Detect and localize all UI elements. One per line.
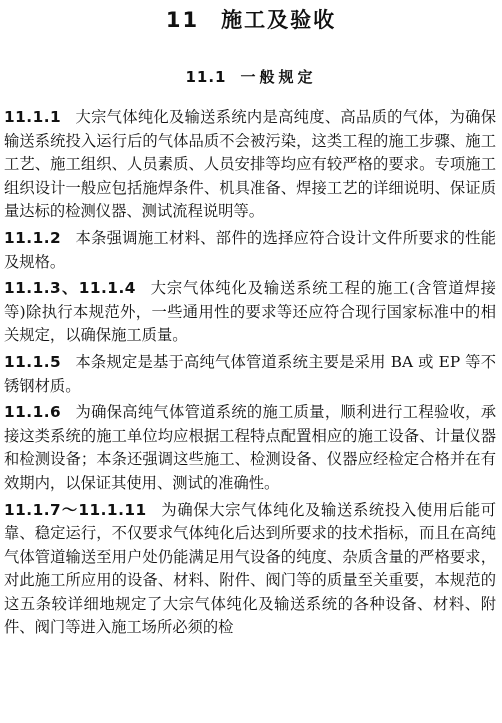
section-number: 11.1 — [185, 68, 227, 86]
paragraph-text: 本条强调施工材料、部件的选择应符合设计文件所要求的性能及规格。 — [4, 228, 496, 271]
paragraph-text: 为确保大宗气体纯化及输送系统投入使用后能可靠、稳定运行，不仅要求气体纯化后达到所要求的技术指标，而且在高纯气体管道输送至用户处仍能满足用气设备的纯度、杂质含量的严格要求，对此施工所应用的设备、材料、附件、阀门等的质量至关重要，本规范的这五条较详细地规定了大宗气体纯化及输送系统的各种设备、材料、附件、阀门等进入施工场所必须的检 — [4, 500, 496, 637]
chapter-number: 11 — [165, 8, 200, 32]
chapter-title: 施工及验收 — [221, 8, 337, 32]
paragraph-text: 大宗气体纯化及输送系统内是高纯度、高品质的气体，为确保输送系统投入运行后的气体品质不会被污染，这类工程的施工步骤、施工工艺、施工组织、人员素质、人员安排等均应有较严格的要求。专项施工组织设计一般应包括施焊条件、机具准备、焊接工艺的详细说明、保证质量达标的检测仪器、测试流程说明等。 — [4, 108, 496, 221]
paragraph — [4, 499, 496, 641]
paragraph-text: 本条规定是基于高纯气体管道系统主要是采用 BA 或 EP 等不锈钢材质。 — [4, 352, 496, 395]
paragraph-text: 为确保高纯气体管道系统的施工质量，顺利进行工程验收，承接这类系统的施工单位均应根据工程特点配置相应的施工设备、计量仪器和检测设备；本条还强调这些施工、检测设备、仪器应经检定合格并在有效期内，以保证其使用、测试的准确性。 — [4, 403, 496, 492]
section-title: 一般规定 — [240, 68, 317, 86]
clause-number: 11.1.7～11.1.11 — [4, 500, 147, 519]
clause-number: 11.1.3、11.1.4 — [4, 279, 136, 298]
paragraph-text: 大宗气体纯化及输送系统工程的施工(含管道焊接等)除执行本规范外，一些通用性的要求等还应符合现行国家标准中的相关规定，以确保施工质量。 — [4, 279, 496, 345]
clause-number: 11.1.5 — [4, 352, 62, 371]
clause-number: 11.1.2 — [4, 228, 62, 247]
clause-number: 11.1.6 — [4, 403, 62, 422]
section-heading — [0, 66, 502, 87]
paragraph — [4, 106, 496, 224]
clause-number: 11.1.1 — [4, 108, 62, 126]
chapter-heading — [0, 4, 502, 34]
paragraph — [4, 351, 496, 398]
paragraph — [4, 277, 496, 348]
paragraph — [4, 227, 496, 274]
paragraph — [4, 401, 496, 495]
body-text — [4, 106, 496, 643]
